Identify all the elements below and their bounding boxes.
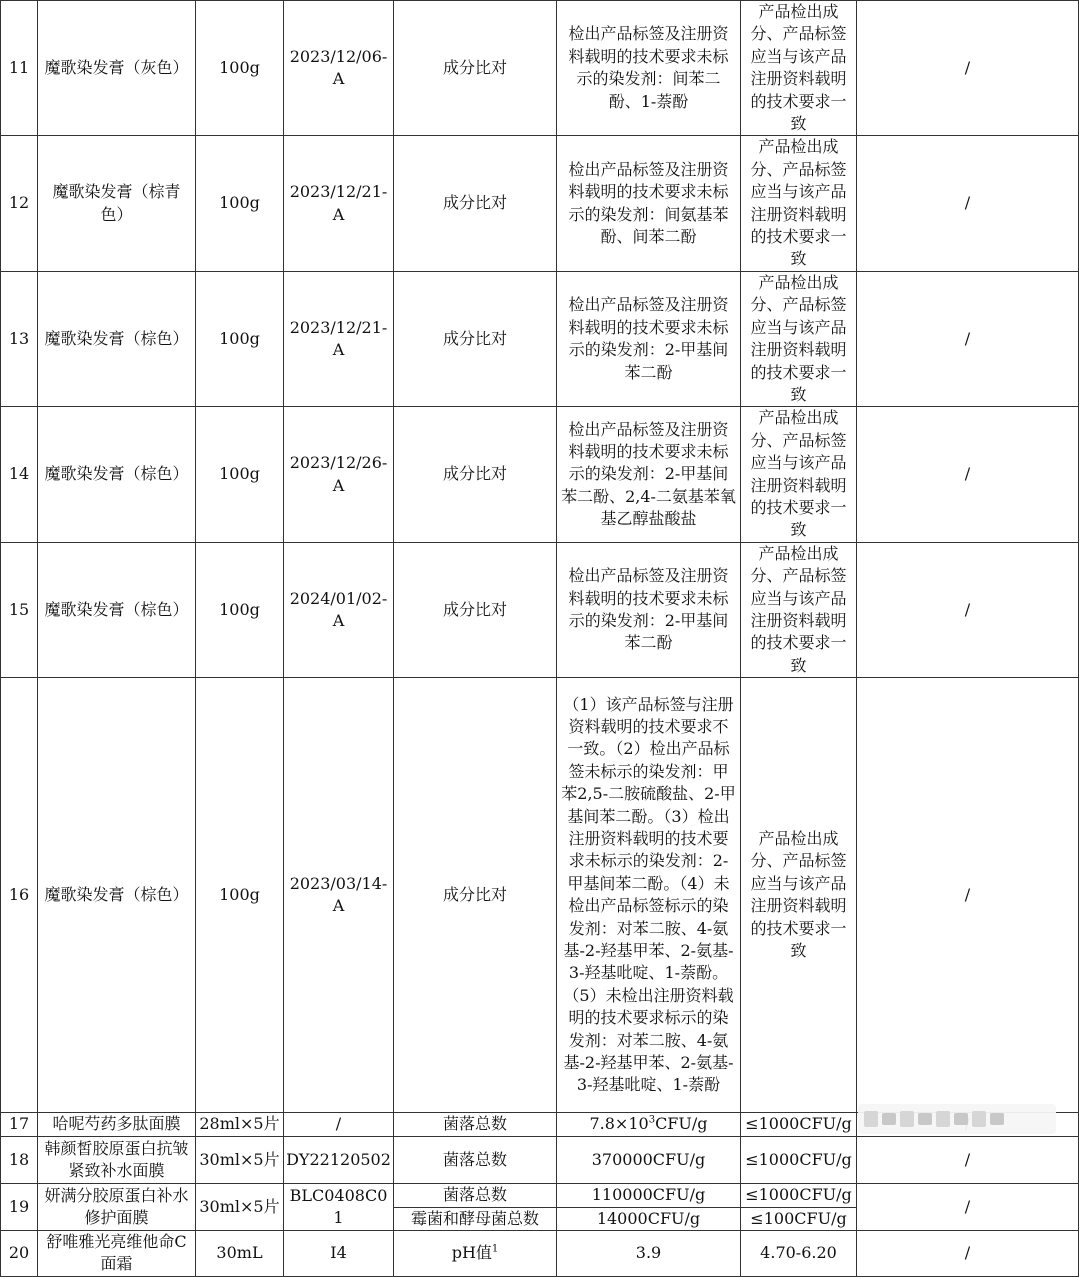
product-name: 魔歌染发膏（棕色） xyxy=(38,271,196,406)
product-name: 魔歌染发膏（棕青色） xyxy=(38,136,196,271)
batch-number: 2024/01/02-A xyxy=(284,542,394,677)
watermark-icon xyxy=(882,1113,896,1125)
remark: / xyxy=(857,1184,1079,1231)
remark: / xyxy=(857,271,1079,406)
standard-requirement: 产品检出成分、产品标签应当与该产品注册资料载明的技术要求一致 xyxy=(741,678,857,1113)
product-spec: 100g xyxy=(196,407,284,542)
product-name: 魔歌染发膏（棕色） xyxy=(38,542,196,677)
product-name: 妍满分胶原蛋白补水修护面膜 xyxy=(38,1184,196,1231)
watermark-icon xyxy=(918,1113,932,1125)
standard-requirement: 产品检出成分、产品标签应当与该产品注册资料载明的技术要求一致 xyxy=(741,407,857,542)
product-name: 魔歌染发膏（灰色） xyxy=(38,1,196,136)
batch-number: I4 xyxy=(284,1231,394,1277)
test-result: 3.9 xyxy=(557,1231,741,1277)
watermark-icon xyxy=(900,1111,914,1127)
test-result: 14000CFU/g xyxy=(557,1207,741,1230)
row-number: 16 xyxy=(1,678,38,1113)
test-item: 菌落总数 xyxy=(394,1113,557,1137)
remark: / xyxy=(857,1137,1079,1184)
test-result: 检出产品标签及注册资料载明的技术要求未标示的染发剂：2-甲基间苯二酚 xyxy=(557,542,741,677)
product-spec: 28ml×5片 xyxy=(196,1113,284,1137)
product-name: 魔歌染发膏（棕色） xyxy=(38,407,196,542)
test-result: 110000CFU/g xyxy=(557,1184,741,1207)
remark: / xyxy=(857,542,1079,677)
batch-number: 2023/03/14-A xyxy=(284,678,394,1113)
test-item: 成分比对 xyxy=(394,1,557,136)
product-name: 魔歌染发膏（棕色） xyxy=(38,678,196,1113)
test-item: 成分比对 xyxy=(394,407,557,542)
remark: / xyxy=(857,407,1079,542)
watermark-icon xyxy=(864,1111,878,1127)
table-row xyxy=(1,271,1079,406)
row-number: 13 xyxy=(1,271,38,406)
product-spec: 100g xyxy=(196,1,284,136)
row-number: 15 xyxy=(1,542,38,677)
watermark-icon xyxy=(972,1111,986,1127)
remark: / xyxy=(857,678,1079,1113)
test-item: 成分比对 xyxy=(394,678,557,1113)
standard-requirement: ≤1000CFU/g xyxy=(741,1113,857,1137)
batch-number: 2023/12/06-A xyxy=(284,1,394,136)
standard-requirement: 产品检出成分、产品标签应当与该产品注册资料载明的技术要求一致 xyxy=(741,542,857,677)
row-number: 17 xyxy=(1,1113,38,1137)
standard-requirement: ≤1000CFU/g xyxy=(741,1184,857,1207)
batch-number: 2023/12/26-A xyxy=(284,407,394,542)
test-item: 成分比对 xyxy=(394,542,557,677)
row-number: 19 xyxy=(1,1184,38,1231)
test-item: 霉菌和酵母菌总数 xyxy=(394,1207,557,1230)
table-row xyxy=(1,1184,1079,1207)
test-result: 检出产品标签及注册资料载明的技术要求未标示的染发剂：间苯二酚、1-萘酚 xyxy=(557,1,741,136)
product-name: 哈呢芍药多肽面膜 xyxy=(38,1113,196,1137)
result-base: 7.8×10 xyxy=(589,1114,649,1134)
row-number: 18 xyxy=(1,1137,38,1184)
table-row xyxy=(1,407,1079,542)
standard-requirement: ≤100CFU/g xyxy=(741,1207,857,1230)
table-row xyxy=(1,1137,1079,1184)
product-spec: 30mL xyxy=(196,1231,284,1277)
test-result xyxy=(557,1113,741,1137)
batch-number: DY22120502 xyxy=(284,1137,394,1184)
row-number: 11 xyxy=(1,1,38,136)
result-exponent: 3 xyxy=(648,1115,656,1127)
row-number: 12 xyxy=(1,136,38,271)
table-row xyxy=(1,1,1079,136)
remark: / xyxy=(857,1231,1079,1277)
test-item xyxy=(394,1231,557,1277)
row-number: 20 xyxy=(1,1231,38,1277)
batch-number: / xyxy=(284,1113,394,1137)
product-spec: 100g xyxy=(196,136,284,271)
test-item: 成分比对 xyxy=(394,271,557,406)
test-result: 检出产品标签及注册资料载明的技术要求未标示的染发剂：2-甲基间苯二酚 xyxy=(557,271,741,406)
product-name: 舒唯雅光亮维他命C面霜 xyxy=(38,1231,196,1277)
product-spec: 100g xyxy=(196,542,284,677)
batch-number: 2023/12/21-A xyxy=(284,136,394,271)
table-row xyxy=(1,1231,1079,1277)
standard-requirement: 产品检出成分、产品标签应当与该产品注册资料载明的技术要求一致 xyxy=(741,1,857,136)
watermark-icon xyxy=(990,1113,1004,1125)
test-result: （1）该产品标签与注册资料载明的技术要求不一致。（2）检出产品标签未标示的染发剂：甲苯2,5-二胺硫酸盐、2-甲基间苯二酚。（3）检出注册资料载明的技术要求未标示的染发剂：2-甲基间苯二酚。（4）未检出产品标签标示的染发剂：对苯二胺、4-氨基-2-羟基甲苯、2-氨基-3-羟基吡啶、1-萘酚。（5）未检出注册资料载明的技术要求标示的染发剂：对苯二胺、4-氨基-2-羟基甲苯、2-氨基-3-羟基吡啶、1-萘酚 xyxy=(557,678,741,1113)
standard-requirement: ≤1000CFU/g xyxy=(741,1137,857,1184)
product-spec: 30ml×5片 xyxy=(196,1184,284,1231)
batch-number: 2023/12/21-A xyxy=(284,271,394,406)
batch-number: BLC0408C01 xyxy=(284,1184,394,1231)
table-row xyxy=(1,678,1079,1113)
remark: / xyxy=(857,136,1079,271)
standard-requirement: 产品检出成分、产品标签应当与该产品注册资料载明的技术要求一致 xyxy=(741,136,857,271)
test-item-base: pH值 xyxy=(451,1243,492,1263)
product-spec: 100g xyxy=(196,678,284,1113)
product-spec: 30ml×5片 xyxy=(196,1137,284,1184)
remark: / xyxy=(857,1,1079,136)
table-row xyxy=(1,542,1079,677)
test-result: 检出产品标签及注册资料载明的技术要求未标示的染发剂：间氨基苯酚、间苯二酚 xyxy=(557,136,741,271)
test-item: 菌落总数 xyxy=(394,1184,557,1207)
footnote-marker: 1 xyxy=(491,1243,499,1255)
standard-requirement: 4.70-6.20 xyxy=(741,1231,857,1277)
standard-requirement: 产品检出成分、产品标签应当与该产品注册资料载明的技术要求一致 xyxy=(741,271,857,406)
test-item: 菌落总数 xyxy=(394,1137,557,1184)
product-spec: 100g xyxy=(196,271,284,406)
test-result: 370000CFU/g xyxy=(557,1137,741,1184)
result-unit: CFU/g xyxy=(655,1114,708,1134)
watermark-overlay xyxy=(858,1104,1056,1134)
test-result: 检出产品标签及注册资料载明的技术要求未标示的染发剂：2-甲基间苯二酚、2,4-二氨基苯氧基乙醇盐酸盐 xyxy=(557,407,741,542)
row-number: 14 xyxy=(1,407,38,542)
table-row xyxy=(1,136,1079,271)
watermark-icon xyxy=(936,1111,950,1127)
watermark-icon xyxy=(954,1113,968,1125)
test-item: 成分比对 xyxy=(394,136,557,271)
product-name: 韩颜皙胶原蛋白抗皱紧致补水面膜 xyxy=(38,1137,196,1184)
